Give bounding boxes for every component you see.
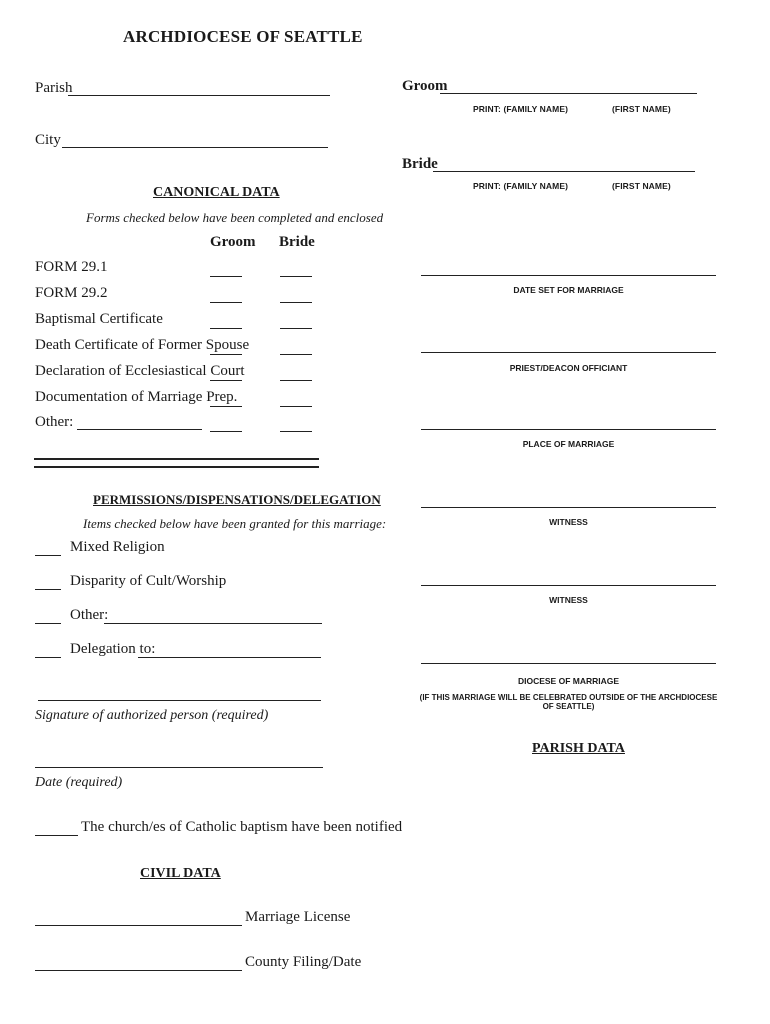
- canonical-item: Death Certificate of Former Spouse: [35, 337, 250, 353]
- other-form-field[interactable]: [77, 429, 202, 430]
- date-label: Date (required): [35, 775, 123, 790]
- groom-label: Groom: [402, 78, 448, 94]
- permissions-subtitle: Items checked below have been granted for this marriage:: [83, 516, 387, 531]
- marriage-license-field[interactable]: [35, 925, 242, 926]
- canonical-item: Other:: [35, 414, 74, 430]
- city-label: City: [35, 132, 61, 148]
- date-set-caption: DATE SET FOR MARRIAGE: [513, 285, 624, 295]
- divider: [34, 458, 319, 460]
- other-permission-field[interactable]: [104, 623, 322, 624]
- county-filing-label: County Filing/Date: [245, 954, 362, 970]
- parish-label: Parish: [35, 80, 73, 96]
- canonical-item: Declaration of Ecclesiastical Court: [35, 363, 245, 379]
- check-delegation[interactable]: [35, 657, 61, 658]
- groom-check-form-29-2[interactable]: [210, 302, 242, 303]
- county-filing-field[interactable]: [35, 970, 242, 971]
- divider: [34, 466, 319, 468]
- baptism-notified-label: The church/es of Catholic baptism have been notified: [81, 819, 403, 835]
- column-bride-header: Bride: [279, 234, 315, 250]
- column-groom-header: Groom: [210, 234, 256, 250]
- witness-1-caption: WITNESS: [549, 517, 588, 527]
- groom-print-first-caption: (FIRST NAME): [612, 104, 671, 114]
- groom-check-form-29-1[interactable]: [210, 276, 242, 277]
- bride-check-marriage-prep[interactable]: [280, 406, 312, 407]
- canonical-item: Baptismal Certificate: [35, 311, 163, 327]
- groom-check-baptismal[interactable]: [210, 328, 242, 329]
- permission-item: Other:: [70, 607, 109, 623]
- bride-check-form-29-2[interactable]: [280, 302, 312, 303]
- canonical-item: FORM 29.1: [35, 259, 108, 275]
- groom-check-other[interactable]: [210, 431, 242, 432]
- bride-name-field[interactable]: [433, 171, 695, 172]
- civil-data-heading: CIVIL DATA: [140, 866, 221, 881]
- date-set-field[interactable]: [421, 275, 716, 276]
- groom-check-declaration[interactable]: [210, 380, 242, 381]
- page-title: ARCHDIOCESE OF SEATTLE: [123, 27, 363, 46]
- check-other-permission[interactable]: [35, 623, 61, 624]
- bride-check-other[interactable]: [280, 431, 312, 432]
- canonical-item: FORM 29.2: [35, 285, 108, 301]
- city-field[interactable]: [62, 147, 328, 148]
- parish-data-heading: PARISH DATA: [532, 741, 625, 756]
- groom-check-marriage-prep[interactable]: [210, 406, 242, 407]
- officiant-caption: PRIEST/DEACON OFFICIANT: [509, 363, 628, 373]
- bride-check-death-cert[interactable]: [280, 354, 312, 355]
- canonical-item: Documentation of Marriage Prep.: [35, 389, 238, 405]
- place-caption: PLACE OF MARRIAGE: [522, 439, 615, 449]
- bride-check-form-29-1[interactable]: [280, 276, 312, 277]
- bride-print-first-caption: (FIRST NAME): [612, 181, 671, 191]
- check-mixed-religion[interactable]: [35, 555, 61, 556]
- check-baptism-notified[interactable]: [35, 835, 78, 836]
- permission-item: Delegation to:: [70, 641, 156, 657]
- permission-item: Disparity of Cult/Worship: [70, 573, 227, 589]
- diocese-field[interactable]: [421, 663, 716, 664]
- permission-item: Mixed Religion: [70, 539, 165, 555]
- officiant-field[interactable]: [421, 352, 716, 353]
- signature-label: Signature of authorized person (required): [35, 708, 269, 723]
- bride-print-family-caption: PRINT: (FAMILY NAME): [473, 181, 569, 191]
- delegation-field[interactable]: [138, 657, 321, 658]
- witness-2-caption: WITNESS: [549, 595, 588, 605]
- witness-1-field[interactable]: [421, 507, 716, 508]
- witness-2-field[interactable]: [421, 585, 716, 586]
- diocese-caption: DIOCESE OF MARRIAGE: [517, 676, 620, 686]
- bride-label: Bride: [402, 156, 438, 172]
- groom-name-field[interactable]: [440, 93, 697, 94]
- parish-field[interactable]: [68, 95, 330, 96]
- groom-check-death-cert[interactable]: [210, 354, 242, 355]
- signature-field[interactable]: [38, 700, 321, 701]
- canonical-subtitle: Forms checked below have been completed and enclosed: [86, 210, 384, 225]
- marriage-license-label: Marriage License: [245, 909, 351, 925]
- date-field[interactable]: [35, 767, 323, 768]
- groom-print-family-caption: PRINT: (FAMILY NAME): [473, 104, 569, 114]
- diocese-note: (IF THIS MARRIAGE WILL BE CELEBRATED OUTSIDE OF THE ARCHDIOCESE OF SEATTLE): [419, 693, 718, 711]
- canonical-data-heading: CANONICAL DATA: [153, 185, 280, 200]
- check-disparity[interactable]: [35, 589, 61, 590]
- bride-check-declaration[interactable]: [280, 380, 312, 381]
- permissions-heading: PERMISSIONS/DISPENSATIONS/DELEGATION: [93, 492, 381, 507]
- place-field[interactable]: [421, 429, 716, 430]
- bride-check-baptismal[interactable]: [280, 328, 312, 329]
